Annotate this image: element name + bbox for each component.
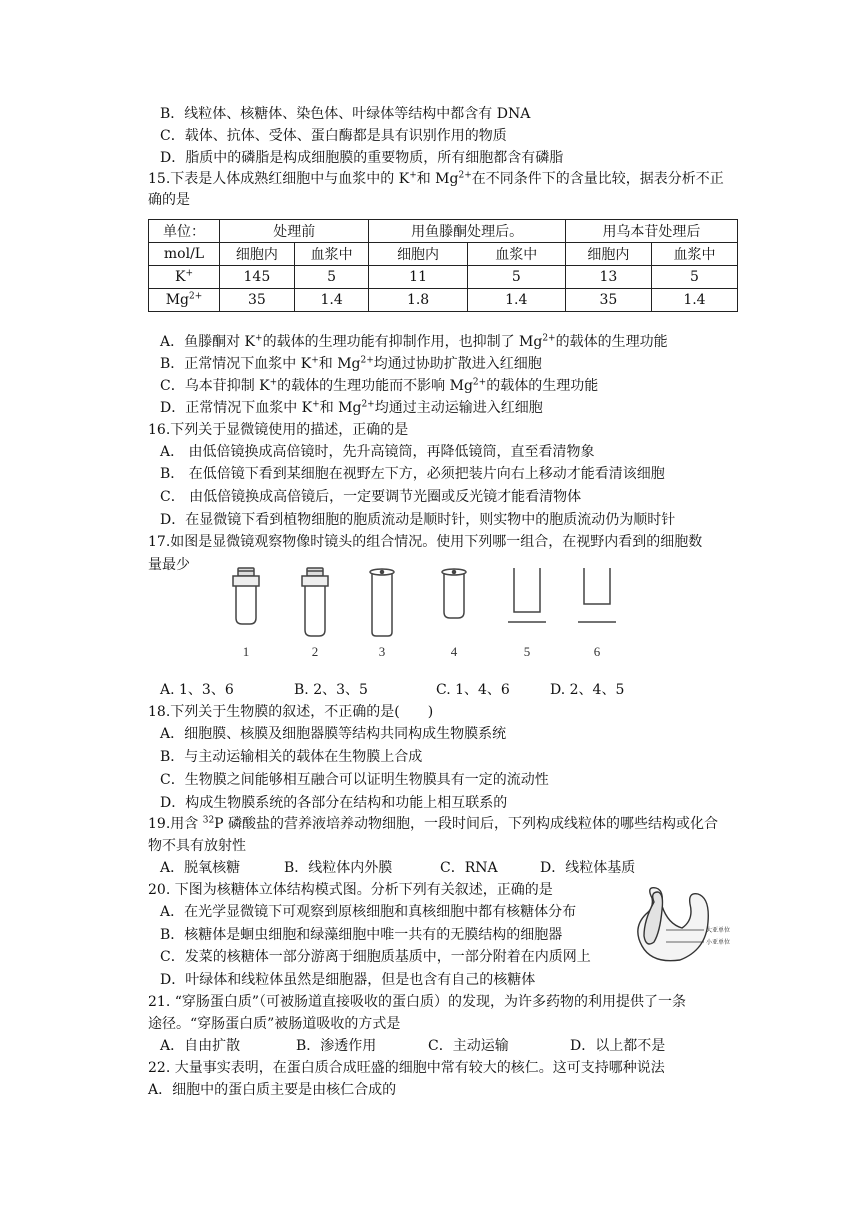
- q19-stem-cont: 物不具有放射性: [148, 838, 246, 854]
- table-cell: 11: [369, 266, 467, 289]
- table-cell: 35: [565, 289, 651, 312]
- q15-option-b: B．正常情况下血浆中 K+和 $Mg^{2+}$均通过协助扩散进入红细胞: [160, 355, 542, 372]
- q20-option-c: C．发菜的核糖体一部分游离于细胞质基质中，一部分附着在内质网上: [160, 949, 591, 965]
- q18-option-d: D．构成生物膜系统的各部分在结构和功能上相互联系的: [160, 795, 508, 811]
- ribosome-figure: [624, 884, 740, 970]
- q15-option-d: D．正常情况下血浆中 K+和 $Mg^{2+}$均通过主动运输进入红细胞: [160, 399, 543, 416]
- q14-option-d: D．脂质中的磷脂是构成细胞膜的重要物质，所有细胞都含有磷脂: [160, 150, 564, 166]
- group-header: 用乌本苷处理后: [565, 220, 737, 243]
- q14-option-c: C．载体、抗体、受体、蛋白酶都是具有识别作用的物质: [160, 128, 507, 144]
- sub-header: 血浆中: [651, 243, 737, 266]
- q21-stem-cont: 途径。“穿肠蛋白质”被肠道吸收的方式是: [148, 1016, 401, 1032]
- q17-option-d: D. 2、4、5: [550, 682, 625, 698]
- table-cell: 1.4: [467, 289, 565, 312]
- eyepiece-3-icon: [370, 569, 394, 636]
- q18-option-b: B．与主动运输相关的载体在生物膜上合成: [160, 749, 423, 765]
- table-cell: 13: [565, 266, 651, 289]
- q15-stem: 15.下表是人体成熟红细胞中与血浆中的 K+和 $Mg^{2+}$在不同条件下的含量比较，据表分析不正: [148, 170, 724, 187]
- distance-5-icon: [508, 568, 546, 622]
- table-cell: 5: [651, 266, 737, 289]
- q19-option-c: C．RNA: [440, 860, 498, 876]
- table-cell: 35: [220, 289, 295, 312]
- figure-label: 6: [593, 644, 601, 659]
- sub-header: 血浆中: [467, 243, 565, 266]
- q17-option-a: A. 1、3、6: [160, 682, 234, 698]
- q20-stem: 20. 下图为核糖体立体结构模式图。分析下列有关叙述，正确的是: [148, 882, 553, 898]
- figure-label: 3: [378, 644, 386, 659]
- figure-label: 小亚单位: [706, 939, 731, 946]
- ion-label: $Mg^{2+}$: [149, 289, 220, 312]
- unit-label: mol/L: [149, 243, 220, 266]
- q21-option-d: D．以上都不是: [570, 1038, 666, 1054]
- q21-stem: 21. “穿肠蛋白质”（可被肠道直接吸收的蛋白质）的发现，为许多药物的利用提供了一条: [148, 994, 687, 1010]
- q15-stem-cont: 确的是: [148, 192, 190, 208]
- q19-option-b: B．线粒体内外膜: [284, 860, 393, 876]
- figure-label: 5: [523, 644, 531, 659]
- lens-figure: [226, 566, 616, 662]
- q20-option-a: A．在光学显微镜下可观察到原核细胞和真核细胞中都有核糖体分布: [160, 904, 577, 920]
- q21-option-a: A．自由扩散: [160, 1038, 241, 1054]
- q21-option-b: B．渗透作用: [296, 1038, 377, 1054]
- table-row: [149, 289, 738, 312]
- group-header: 处理前: [220, 220, 369, 243]
- figure-label: 4: [450, 644, 458, 659]
- q21-option-c: C．主动运输: [428, 1038, 509, 1054]
- q15-option-a: A．鱼滕酮对 K+的载体的生理功能有抑制作用，也抑制了 $Mg^{2+}$的载体的生理功能: [160, 333, 668, 350]
- q20-option-b: B．核糖体是蛔虫细胞和绿藻细胞中唯一共有的无膜结构的细胞器: [160, 927, 563, 943]
- figure-label: 2: [311, 644, 319, 659]
- q20-option-d: D．叶绿体和线粒体虽然是细胞器，但是也含有自己的核糖体: [160, 972, 536, 988]
- group-header: 用鱼滕酮处理后。: [369, 220, 565, 243]
- table-cell: 1.4: [294, 289, 369, 312]
- q19-option-a: A．脱氧核糖: [160, 860, 241, 876]
- figure-label: 大亚单位: [706, 927, 731, 934]
- q16-option-c: C． 由低倍镜换成高倍镜后，一定要调节光圈或反光镜才能看清物体: [160, 489, 582, 505]
- q17-option-c: C. 1、4、6: [436, 682, 510, 698]
- table-cell: 1.8: [369, 289, 467, 312]
- q14-option-b: B．线粒体、核糖体、染色体、叶绿体等结构中都含有 DNA: [160, 106, 531, 122]
- q18-option-c: C．生物膜之间能够相互融合可以证明生物膜具有一定的流动性: [160, 772, 549, 788]
- q18-option-a: A．细胞膜、核膜及细胞器膜等结构共同构成生物膜系统: [160, 726, 507, 742]
- q19-stem: 19.用含 $^{32}$P 磷酸盐的营养液培养动物细胞，一段时间后，下列构成线粒体的哪些结构或化合: [148, 815, 719, 832]
- q15-option-c: C．乌本苷抑制 K+的载体的生理功能而不影响 $Mg^{2+}$的载体的生理功能: [160, 377, 599, 394]
- q16-option-b: B． 在低倍镜下看到某细胞在视野左下方，必须把装片向右上移动才能看清该细胞: [160, 466, 665, 482]
- q16-option-d: D．在显微镜下看到植物细胞的胞质流动是顺时针，则实物中的胞质流动仍为顺时针: [160, 512, 676, 528]
- table-cell: 5: [467, 266, 565, 289]
- table-cell: 5: [294, 266, 369, 289]
- sub-header: 细胞内: [369, 243, 467, 266]
- q18-stem: 18.下列关于生物膜的叙述，不正确的是( ): [148, 704, 434, 720]
- table-cell: 1.4: [651, 289, 737, 312]
- q17-option-b: B. 2、3、5: [294, 682, 368, 698]
- ion-table: [148, 219, 738, 312]
- q22-option-a: A．细胞中的蛋白质主要是由核仁合成的: [148, 1082, 397, 1098]
- figure-label: 1: [242, 644, 250, 659]
- table-row: [149, 266, 738, 289]
- ion-label: K+: [149, 266, 220, 289]
- distance-6-icon: [578, 568, 616, 622]
- q16-stem: 16.下列关于显微镜使用的描述，正确的是: [148, 422, 409, 438]
- table-cell: 145: [220, 266, 295, 289]
- sub-header: 血浆中: [294, 243, 369, 266]
- sub-header: 细胞内: [220, 243, 295, 266]
- eyepiece-4-icon: [442, 569, 466, 618]
- unit-label: 单位：: [149, 220, 220, 243]
- q19-option-d: D．线粒体基质: [540, 860, 636, 876]
- sub-header: 细胞内: [565, 243, 651, 266]
- objective-lens-1-icon: [233, 568, 259, 624]
- q17-stem-cont: 量最少: [148, 557, 190, 573]
- objective-lens-2-icon: [302, 568, 328, 636]
- q17-stem: 17.如图是显微镜观察物像时镜头的组合情况。使用下列哪一组合，在视野内看到的细胞数: [148, 534, 703, 550]
- q16-option-a: A． 由低倍镜换成高倍镜时，先升高镜筒，再降低镜筒，直至看清物象: [160, 444, 595, 460]
- q22-stem: 22. 大量事实表明，在蛋白质合成旺盛的细胞中常有较大的核仁。这可支持哪种说法: [148, 1060, 665, 1076]
